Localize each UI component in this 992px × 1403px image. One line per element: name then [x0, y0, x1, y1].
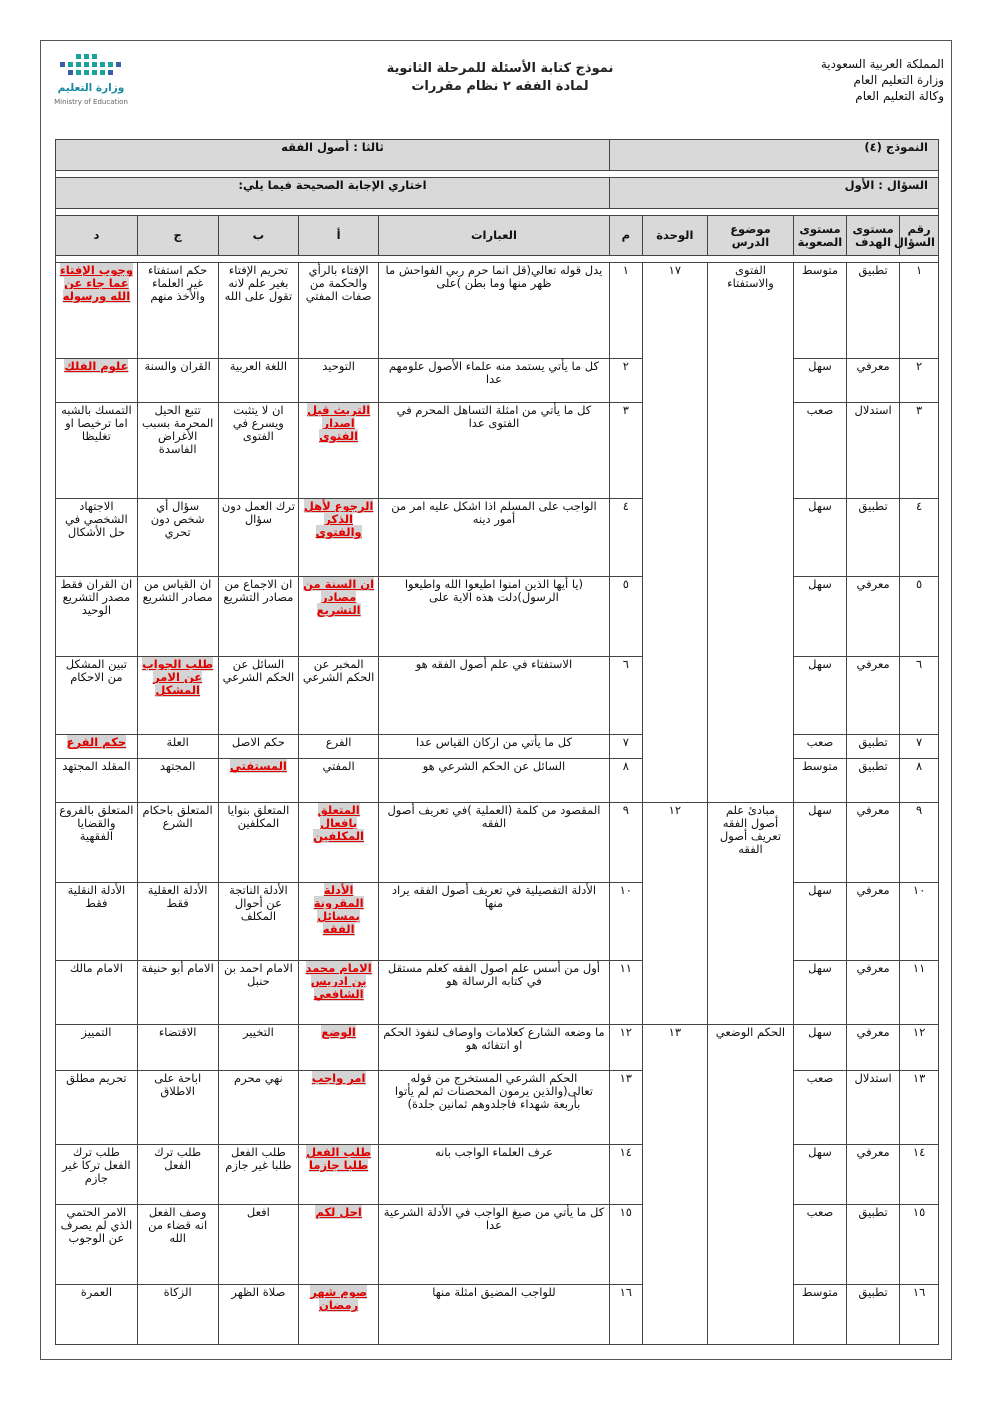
column-header-row	[56, 216, 939, 256]
goal-level: معرفي	[847, 359, 900, 403]
question-row	[56, 1285, 939, 1345]
ministry-text: وزارة التعليم العام	[853, 73, 944, 87]
correct-answer-text: التريث قبل اصدار الفتوى	[307, 403, 371, 443]
question-band	[56, 178, 939, 209]
option-d	[56, 1285, 138, 1345]
row-m: ١٦	[609, 1285, 642, 1345]
option-text: الامام احمد بن حنبل	[224, 961, 293, 988]
statement-text: كل ما يأتي من امثلة التساهل المحرم في الفتوى عدا	[378, 403, 609, 499]
col-unit: الوحدة	[642, 216, 707, 256]
option-text: العلة	[166, 735, 189, 749]
question-number: ٣	[900, 403, 939, 499]
option-b	[218, 1071, 299, 1145]
question-row	[56, 1145, 939, 1205]
option-a	[299, 961, 379, 1025]
option-c	[137, 883, 218, 961]
option-d	[56, 263, 138, 359]
goal-level: معرفي	[847, 577, 900, 657]
difficulty-level: سهل	[793, 883, 846, 961]
col-c: ج	[137, 216, 218, 256]
row-m: ١	[609, 263, 642, 359]
option-c	[137, 1071, 218, 1145]
correct-answer-text: الرجوع لأهل الذكر والفتوى	[303, 499, 374, 539]
option-d	[56, 359, 138, 403]
lesson-topic: مبادئ علم أصول الفقه تعريف أصول الفقه	[708, 803, 794, 1025]
option-text: المجتهد	[159, 759, 196, 773]
option-c	[137, 803, 218, 883]
option-text: المتعلق بالفروع والقضايا الفقهية	[59, 803, 134, 843]
option-text: الفرع	[325, 735, 352, 749]
option-c	[137, 359, 218, 403]
option-a	[299, 803, 379, 883]
statement-text: ما وضعه الشارع كعلامات واوصاف لنفوذ الحكم او انتفائه هو	[378, 1025, 609, 1071]
option-c	[137, 263, 218, 359]
row-m: ١٢	[609, 1025, 642, 1071]
option-b	[218, 735, 299, 759]
question-row	[56, 883, 939, 961]
option-d	[56, 759, 138, 803]
option-text: التوحيد	[322, 359, 355, 373]
option-d	[56, 735, 138, 759]
col-a: أ	[299, 216, 379, 256]
option-c	[137, 1145, 218, 1205]
question-row	[56, 1205, 939, 1285]
question-number: ١١	[900, 961, 939, 1025]
col-difficulty: مستوى الصعوبة	[793, 216, 846, 256]
option-text: تتبع الحيل المحرمة بسبب الأغراض الفاسدة	[142, 403, 214, 456]
goal-level: تطبيق	[847, 1285, 900, 1345]
difficulty-level: سهل	[793, 961, 846, 1025]
question-number: ٤	[900, 499, 939, 577]
correct-answer-text: طلب الجواب عن الامر المشكل	[142, 657, 214, 697]
logo-dots-icon	[46, 50, 136, 82]
question-row	[56, 403, 939, 499]
option-text: تحريم الإفتاء بغير علم لانه تقول على الله	[224, 263, 293, 303]
option-a	[299, 1025, 379, 1071]
question-row	[56, 961, 939, 1025]
option-d	[56, 803, 138, 883]
row-m: ١٣	[609, 1071, 642, 1145]
question-number: ٧	[900, 735, 939, 759]
correct-answer-text: وجوب الإفتاء عما جاء عن الله ورسوله	[59, 263, 133, 303]
question-row	[56, 499, 939, 577]
statement-text: الاستفتاء في علم أصول الفقه هو	[378, 657, 609, 735]
option-b	[218, 657, 299, 735]
difficulty-level: سهل	[793, 803, 846, 883]
question-number: ١٤	[900, 1145, 939, 1205]
option-c	[137, 1205, 218, 1285]
difficulty-level: صعب	[793, 735, 846, 759]
goal-level: استدلال	[847, 403, 900, 499]
option-d	[56, 657, 138, 735]
option-text: ان لا يتثبت ويسرع في الفتوى	[232, 403, 284, 443]
option-d	[56, 1205, 138, 1285]
goal-level: تطبيق	[847, 1205, 900, 1285]
option-b	[218, 1145, 299, 1205]
question-row	[56, 263, 939, 359]
option-c	[137, 1025, 218, 1071]
row-m: ١١	[609, 961, 642, 1025]
question-number: ١٠	[900, 883, 939, 961]
row-m: ١٠	[609, 883, 642, 961]
option-b	[218, 263, 299, 359]
option-a	[299, 1071, 379, 1145]
option-text: المتعلق باحكام الشرع	[142, 803, 213, 830]
option-d	[56, 577, 138, 657]
question-row	[56, 577, 939, 657]
question-number: ١٣	[900, 1071, 939, 1145]
row-m: ٥	[609, 577, 642, 657]
option-d	[56, 403, 138, 499]
difficulty-level: متوسط	[793, 1285, 846, 1345]
agency-text: وكالة التعليم العام	[855, 89, 944, 103]
question-row	[56, 735, 939, 759]
goal-level: معرفي	[847, 883, 900, 961]
option-text: طلب ترك الفعل	[154, 1145, 202, 1172]
question-number: ١	[900, 263, 939, 359]
statement-text: كل ما يأتي من صيغ الواجب في الأدلة الشرعية عدا	[378, 1205, 609, 1285]
statement-text: الأدلة التفصيلية في تعريف أصول الفقه يراد منها	[378, 883, 609, 961]
statement-text: كل ما يأتي يستمد منه علماء الأصول علومهم عدا	[378, 359, 609, 403]
statement-text: أول من أسس علم اصول الفقه كعلم مستقل في كتابه الرسالة هو	[378, 961, 609, 1025]
logo-arabic-text: وزارة التعليم	[57, 82, 125, 94]
statement-text: كل ما يأتي من اركان القياس عدا	[378, 735, 609, 759]
correct-answer-text: الوضع	[321, 1025, 356, 1039]
col-goal: مستوى الهدف	[847, 216, 900, 256]
option-b	[218, 403, 299, 499]
lesson-topic: الحكم الوضعي	[708, 1025, 794, 1345]
goal-level: تطبيق	[847, 759, 900, 803]
option-text: اباحة على الاطلاق	[154, 1071, 202, 1098]
option-text: التمييز	[81, 1025, 112, 1039]
option-text: ان الاجماع من مصادر التشريع	[223, 577, 294, 604]
correct-answer-text: احل لكم	[315, 1205, 362, 1219]
option-text: المقلد المجتهد	[62, 759, 131, 773]
option-text: حكم استفتاء غير العلماء والأخذ منهم	[148, 263, 208, 303]
option-d	[56, 1025, 138, 1071]
correct-answer-text: ان السنة من مصادر التشريع	[303, 577, 375, 617]
question-row	[56, 803, 939, 883]
statement-text: للواجب المضيق امثلة منها	[378, 1285, 609, 1345]
option-b	[218, 577, 299, 657]
goal-level: معرفي	[847, 657, 900, 735]
question-row	[56, 1025, 939, 1071]
option-text: القران والسنة	[144, 359, 211, 373]
col-num: رقم السؤال	[900, 216, 939, 256]
document-title	[330, 60, 670, 96]
difficulty-level: سهل	[793, 1025, 846, 1071]
option-d	[56, 883, 138, 961]
statement-text: يدل قوله تعالي(قل انما حرم ربي الفواحش ما ظهر منها وما بطن )على	[378, 263, 609, 359]
row-m: ١٥	[609, 1205, 642, 1285]
option-text: وصف الفعل انه قضاء من الله	[148, 1205, 208, 1245]
row-m: ٦	[609, 657, 642, 735]
option-text: سؤال أي شخص دون تحري	[150, 499, 205, 539]
option-a	[299, 883, 379, 961]
correct-answer-text: امر واجب	[311, 1071, 366, 1085]
correct-answer-text: الامام محمد بن ادريس الشافعي	[305, 961, 372, 1001]
option-b	[218, 759, 299, 803]
col-b: ب	[218, 216, 299, 256]
option-a	[299, 499, 379, 577]
option-text: افعل	[246, 1205, 270, 1219]
question-row	[56, 1071, 939, 1145]
col-d: د	[56, 216, 138, 256]
option-text: الامام أبو حنيفة	[141, 961, 214, 975]
option-d	[56, 1071, 138, 1145]
statement-text: عرف العلماء الواجب بانه	[378, 1145, 609, 1205]
option-text: التمسك بالشبه اما ترخيصا او تغليظا	[61, 403, 132, 443]
lesson-topic: الفتوى والاستفتاء	[708, 263, 794, 803]
option-b	[218, 499, 299, 577]
row-m: ٤	[609, 499, 642, 577]
option-c	[137, 577, 218, 657]
difficulty-level: سهل	[793, 657, 846, 735]
option-text: المتعلق بنوايا المكلفين	[227, 803, 290, 830]
option-c	[137, 735, 218, 759]
question-row	[56, 657, 939, 735]
option-d	[56, 961, 138, 1025]
option-b	[218, 1285, 299, 1345]
instruction-label: اختاري الإجابة الصحيحة فيما يلي:	[56, 178, 610, 209]
difficulty-level: صعب	[793, 403, 846, 499]
goal-level: معرفي	[847, 1145, 900, 1205]
unit-number: ١٢	[642, 803, 707, 1025]
option-text: ترك العمل دون سؤال	[221, 499, 295, 526]
option-a	[299, 1205, 379, 1285]
difficulty-level: سهل	[793, 577, 846, 657]
option-text: الزكاة	[163, 1285, 192, 1299]
option-text: تبين المشكل من الاحكام	[65, 657, 127, 684]
question-number: ٦	[900, 657, 939, 735]
option-c	[137, 759, 218, 803]
option-a	[299, 759, 379, 803]
option-b	[218, 961, 299, 1025]
goal-level: تطبيق	[847, 735, 900, 759]
row-m: ٧	[609, 735, 642, 759]
question-number: ١٥	[900, 1205, 939, 1285]
goal-level: معرفي	[847, 961, 900, 1025]
option-b	[218, 803, 299, 883]
option-text: الاقتضاء	[158, 1025, 197, 1039]
goal-level: استدلال	[847, 1071, 900, 1145]
question-number: ٥	[900, 577, 939, 657]
option-c	[137, 499, 218, 577]
option-text: اللغة العربية	[229, 359, 288, 373]
option-text: نهي محرم	[234, 1071, 283, 1085]
option-text: صلاة الظهر	[231, 1285, 286, 1299]
statement-text: السائل عن الحكم الشرعي هو	[378, 759, 609, 803]
option-c	[137, 657, 218, 735]
option-a	[299, 657, 379, 735]
option-d	[56, 1145, 138, 1205]
question-number: ٨	[900, 759, 939, 803]
ministry-logo	[46, 50, 136, 106]
difficulty-level: سهل	[793, 499, 846, 577]
correct-answer-text: المستفتي	[229, 759, 287, 773]
option-text: الأدلة النقلية فقط	[67, 883, 126, 910]
question-row	[56, 759, 939, 803]
option-b	[218, 1205, 299, 1285]
question-number: ١٦	[900, 1285, 939, 1345]
option-text: الامام مالك	[69, 961, 123, 975]
row-m: ٢	[609, 359, 642, 403]
question-number: ٩	[900, 803, 939, 883]
model-label: النموذج (٤)	[609, 140, 938, 171]
statement-text: الواجب على المسلم اذا اشكل عليه امر من أمور دينه	[378, 499, 609, 577]
correct-answer-text: حكم الفرع	[66, 735, 127, 749]
questions-table	[55, 139, 939, 1345]
option-text: الاجتهاد الشخصي في حل الأشكال	[65, 499, 128, 539]
row-m: ٩	[609, 803, 642, 883]
issuer-block	[744, 56, 944, 104]
difficulty-level: سهل	[793, 359, 846, 403]
option-c	[137, 961, 218, 1025]
option-text: طلب ترك الفعل تركا غير جازم	[62, 1145, 131, 1185]
row-m: ١٤	[609, 1145, 642, 1205]
option-text: المخبر عن الحكم الشرعي	[302, 657, 375, 684]
option-text: السائل عن الحكم الشرعي	[222, 657, 295, 684]
col-m: م	[609, 216, 642, 256]
statement-text: (يا أيها الذين امنوا اطيعوا الله واطيعوا الرسول)دلت هذه الاية على	[378, 577, 609, 657]
difficulty-level: متوسط	[793, 759, 846, 803]
correct-answer-text: المتعلق بافعال المكلفين	[313, 803, 364, 843]
option-text: التخيير	[242, 1025, 274, 1039]
difficulty-level: متوسط	[793, 263, 846, 359]
section-label: ثالثا : أصول الفقه	[56, 140, 610, 171]
row-m: ٨	[609, 759, 642, 803]
option-text: المفتي	[322, 759, 355, 773]
option-text: الامر الحتمي الذي لم يصرف عن الوجوب	[60, 1205, 133, 1245]
statement-text: المقصود من كلمة (العملية )في تعريف أصول الفقه	[378, 803, 609, 883]
col-statement: العبارات	[378, 216, 609, 256]
option-b	[218, 359, 299, 403]
difficulty-level: صعب	[793, 1205, 846, 1285]
option-a	[299, 1145, 379, 1205]
unit-number: ١٣	[642, 1025, 707, 1345]
option-a	[299, 403, 379, 499]
option-text: تحريم مطلق	[66, 1071, 127, 1085]
option-text: طلب الفعل طلبا غير جازم	[225, 1145, 292, 1172]
option-a	[299, 359, 379, 403]
option-d	[56, 499, 138, 577]
col-topic: موضوع الدرس	[708, 216, 794, 256]
option-text: الأدلة الناتجة عن أحوال المكلف	[229, 883, 288, 923]
logo-english-text: Ministry of Education	[54, 98, 128, 106]
option-text: ان القياس من مصادر التشريع	[142, 577, 213, 604]
option-text: العمرة	[80, 1285, 113, 1299]
goal-level: تطبيق	[847, 263, 900, 359]
title-line-1: نموذج كتابة الأسئلة للمرحلة الثانوية	[386, 61, 614, 76]
option-c	[137, 1285, 218, 1345]
goal-level: معرفي	[847, 1025, 900, 1071]
difficulty-level: صعب	[793, 1071, 846, 1145]
question-label: السؤال : الأول	[609, 178, 938, 209]
question-number: ٢	[900, 359, 939, 403]
unit-number: ١٧	[642, 263, 707, 803]
option-a	[299, 263, 379, 359]
difficulty-level: سهل	[793, 1145, 846, 1205]
option-a	[299, 735, 379, 759]
option-text: ان القران فقط مصدر التشريع الوحيد	[60, 577, 133, 617]
question-row	[56, 359, 939, 403]
statement-text: الحكم الشرعي المستخرج من قوله تعالى(والذين يرمون المحصنات ثم لم يأتوا بأربعة شهداء فاجلدوهم ثمانين جلدة)	[378, 1071, 609, 1145]
correct-answer-text: الأدلة المقرونة بمسائل الفقه	[313, 883, 364, 936]
option-text: الإفتاء بالرأي والحكمة من صفات المفتي	[305, 263, 372, 303]
option-a	[299, 1285, 379, 1345]
kingdom-text: المملكة العربية السعودية	[820, 57, 944, 71]
row-m: ٣	[609, 403, 642, 499]
option-text: الأدلة العقلية فقط	[147, 883, 208, 910]
option-a	[299, 577, 379, 657]
model-band	[56, 140, 939, 171]
option-text: حكم الاصل	[231, 735, 285, 749]
correct-answer-text: صوم شهر رمضان	[310, 1285, 368, 1312]
title-line-2: لمادة الفقه ٢ نظام مقررات	[411, 79, 589, 94]
correct-answer-text: علوم الفلك	[64, 359, 129, 373]
option-b	[218, 883, 299, 961]
question-number: ١٢	[900, 1025, 939, 1071]
correct-answer-text: طلب الفعل طلبا جازما	[306, 1145, 372, 1172]
option-b	[218, 1025, 299, 1071]
goal-level: تطبيق	[847, 499, 900, 577]
option-c	[137, 403, 218, 499]
goal-level: معرفي	[847, 803, 900, 883]
